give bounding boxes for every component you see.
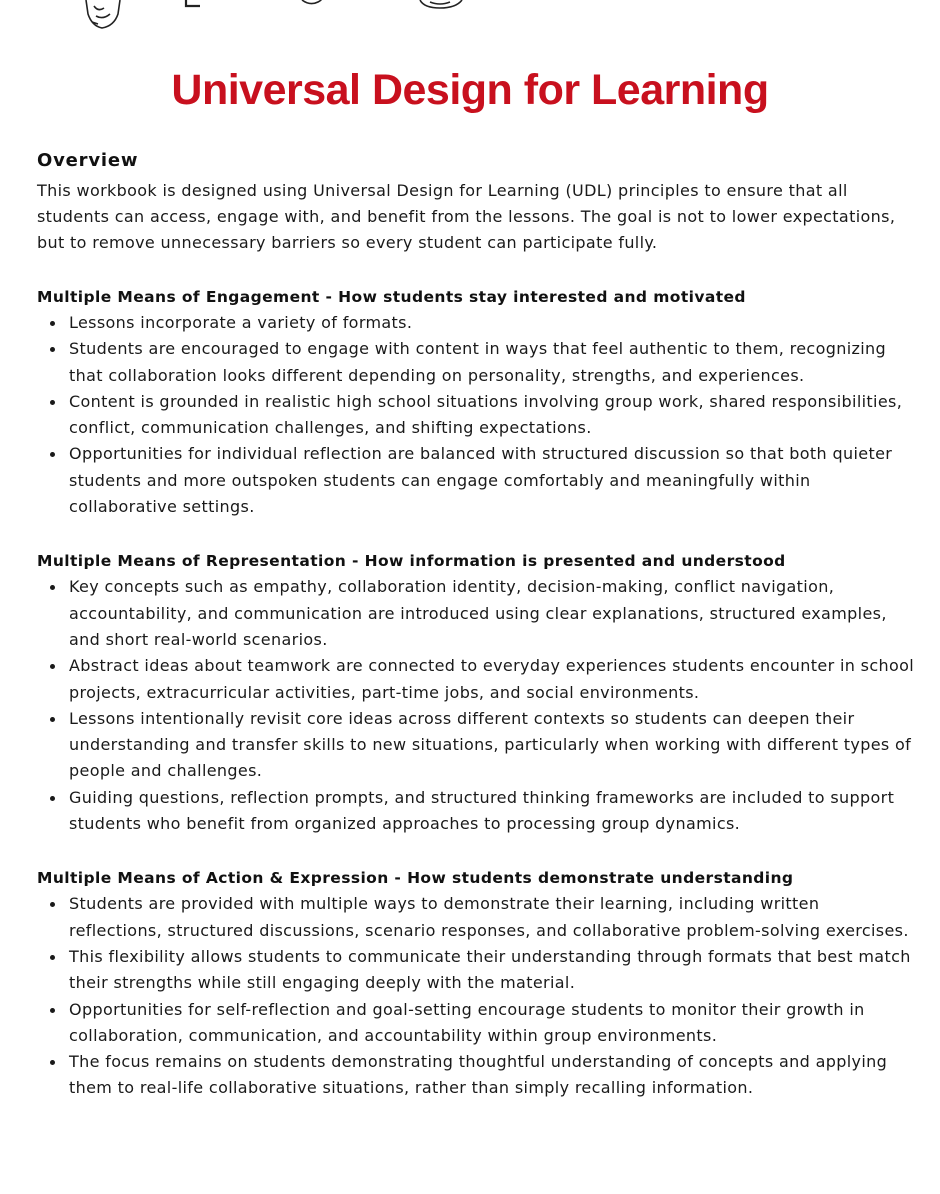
section-heading: Multiple Means of Engagement - How students stay interested and motivated	[37, 288, 746, 306]
section-representation	[37, 548, 917, 837]
list-item: Content is grounded in realistic high school situations involving group work, shared responsibilities, conflict, communication challenges, and shifting expectations.	[37, 389, 917, 442]
section-heading: Multiple Means of Action & Expression - How students demonstrate understanding	[37, 869, 794, 888]
list-item: Abstract ideas about teamwork are connected to everyday experiences students encounter in school projects, extracurricular activities, part-time jobs, and social environments.	[37, 653, 917, 706]
list-item: The focus remains on students demonstrating thoughtful understanding of concepts and applying them to real-life collaborative situations, rather than simply recalling information.	[37, 1049, 917, 1102]
decorative-doodles	[0, 0, 940, 40]
circle-doodle-icon	[302, 0, 322, 4]
list-item: Lessons intentionally revisit core ideas across different contexts so students can deepen their understanding and transfer skills to new situations, particularly when working with different types of people and challenges.	[37, 706, 917, 785]
list-item: Guiding questions, reflection prompts, and structured thinking frameworks are included to support students who benefit from organized approaches to processing group dynamics.	[37, 785, 917, 838]
list-item: Lessons incorporate a variety of formats.	[37, 310, 917, 336]
overview-heading: Overview	[37, 150, 139, 171]
shield-doodle-icon	[86, 0, 120, 28]
bullet-list	[37, 891, 917, 1101]
list-item: Students are provided with multiple ways to demonstrate their learning, including written reflections, structured discussions, scenario responses, and collaborative problem-solving exercises.	[37, 891, 917, 944]
bullet-list	[37, 574, 917, 837]
list-item: Key concepts such as empathy, collaboration identity, decision-making, conflict navigation, accountability, and communication are introduced using clear explanations, structured examples, and short real-world scenarios.	[37, 574, 917, 653]
page-title: Universal Design for Learning	[171, 66, 769, 114]
list-item: Students are encouraged to engage with content in ways that feel authentic to them, recognizing that collaboration looks different depending on personality, strengths, and experiences.	[37, 336, 917, 389]
list-item: This flexibility allows students to communicate their understanding through formats that best match their strengths while still engaging deeply with the material.	[37, 944, 917, 997]
list-item: Opportunities for self-reflection and goal-setting encourage students to monitor their growth in collaboration, communication, and accountability within group environments.	[37, 997, 917, 1050]
section-heading: Multiple Means of Representation - How information is presented and understood	[37, 552, 786, 571]
document-body	[37, 150, 917, 1102]
section-engagement	[37, 284, 917, 520]
pencil-doodle-icon	[186, 0, 200, 6]
overview-paragraph: This workbook is designed using Universal Design for Learning (UDL) principles to ensure that all students can access, engage with, and benefit from the lessons. The goal is not to lower expectations, but to remove unnecessary barriers so every student can participate fully.	[37, 181, 896, 252]
list-item: Opportunities for individual reflection are balanced with structured discussion so that both quieter students and more outspoken students can engage comfortably and meaningfully within collaborative settings.	[37, 441, 917, 520]
bullet-list	[37, 310, 917, 520]
section-action-expression	[37, 865, 917, 1101]
